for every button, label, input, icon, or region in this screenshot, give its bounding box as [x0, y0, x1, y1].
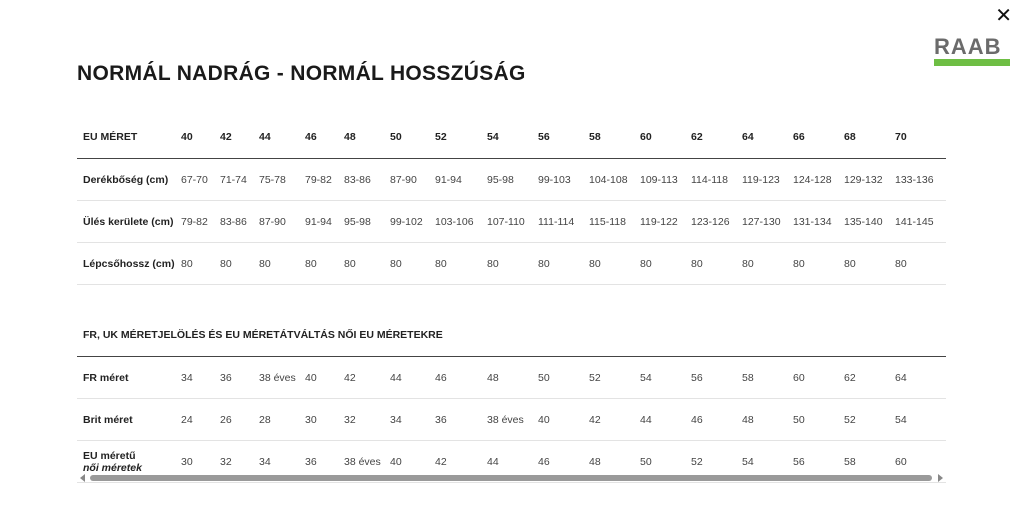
header-label: EU MÉRET [77, 116, 181, 159]
table-cell: 54 [895, 399, 946, 441]
table-cell: 133-136 [895, 159, 946, 201]
header-size: 62 [691, 116, 742, 159]
table-body [77, 159, 946, 285]
table-cell: 119-122 [640, 201, 691, 243]
row-label: Lépcsőhossz (cm) [77, 243, 181, 285]
table-cell: 48 [742, 399, 793, 441]
size-table-container[interactable] [77, 116, 946, 483]
header-size: 42 [220, 116, 259, 159]
table-cell: 83-86 [220, 201, 259, 243]
table-cell: 44 [640, 399, 691, 441]
table-row [77, 243, 946, 285]
table-cell: 32 [220, 441, 259, 483]
table-cell: 127-130 [742, 201, 793, 243]
header-row [77, 116, 946, 159]
table-cell: 80 [344, 243, 390, 285]
table-cell: 87-90 [259, 201, 305, 243]
close-icon[interactable]: ✕ [995, 5, 1012, 27]
table-cell: 26 [220, 399, 259, 441]
table-cell: 99-103 [538, 159, 589, 201]
table-cell: 95-98 [344, 201, 390, 243]
table-cell: 64 [895, 357, 946, 399]
table-cell: 80 [691, 243, 742, 285]
table-cell: 50 [538, 357, 589, 399]
table-cell: 80 [793, 243, 844, 285]
header-size: 46 [305, 116, 344, 159]
table-cell: 62 [844, 357, 895, 399]
table-cell: 56 [793, 441, 844, 483]
table-row [77, 357, 946, 399]
table-cell: 80 [181, 243, 220, 285]
conversion-table-body [77, 357, 946, 483]
row-label: Derékbőség (cm) [77, 159, 181, 201]
table-cell: 87-90 [390, 159, 435, 201]
table-cell: 42 [344, 357, 390, 399]
table-cell: 48 [589, 441, 640, 483]
table-row [77, 201, 946, 243]
table-cell: 46 [435, 357, 487, 399]
table-cell: 34 [390, 399, 435, 441]
table-cell: 58 [742, 357, 793, 399]
header-size: 68 [844, 116, 895, 159]
scroll-right-arrow-icon[interactable] [938, 474, 943, 482]
header-size: 64 [742, 116, 793, 159]
row-label: FR méret [77, 357, 181, 399]
page-title: NORMÁL NADRÁG - NORMÁL HOSSZÚSÁG [77, 62, 526, 85]
table-cell: 103-106 [435, 201, 487, 243]
table-cell: 48 [487, 357, 538, 399]
section-2 [77, 285, 946, 357]
table-cell: 36 [220, 357, 259, 399]
table-cell: 99-102 [390, 201, 435, 243]
table-cell: 30 [181, 441, 220, 483]
header-size: 48 [344, 116, 390, 159]
table-cell: 52 [844, 399, 895, 441]
table-cell: 80 [640, 243, 691, 285]
horizontal-scrollbar[interactable] [77, 474, 946, 482]
table-cell: 80 [589, 243, 640, 285]
table-cell: 80 [487, 243, 538, 285]
table-cell: 83-86 [344, 159, 390, 201]
table-cell: 58 [844, 441, 895, 483]
scrollbar-thumb[interactable] [90, 475, 932, 481]
table-cell: 40 [538, 399, 589, 441]
table-cell: 80 [742, 243, 793, 285]
header-size: 60 [640, 116, 691, 159]
table-cell: 34 [181, 357, 220, 399]
header-size: 66 [793, 116, 844, 159]
table-cell: 38 éves [487, 399, 538, 441]
table-cell: 42 [589, 399, 640, 441]
table-cell: 71-74 [220, 159, 259, 201]
table-cell: 44 [487, 441, 538, 483]
table-cell: 79-82 [181, 201, 220, 243]
table-cell: 129-132 [844, 159, 895, 201]
table-cell: 80 [259, 243, 305, 285]
table-cell: 91-94 [305, 201, 344, 243]
header-size: 50 [390, 116, 435, 159]
table-cell: 34 [259, 441, 305, 483]
table-cell: 40 [390, 441, 435, 483]
table-cell: 135-140 [844, 201, 895, 243]
row-label-sub: női méretek [83, 461, 142, 474]
table-cell: 95-98 [487, 159, 538, 201]
table-cell: 114-118 [691, 159, 742, 201]
logo-tagline-bar [934, 59, 1010, 66]
table-cell: 32 [344, 399, 390, 441]
table-cell: 50 [793, 399, 844, 441]
table-cell: 44 [390, 357, 435, 399]
table-cell: 75-78 [259, 159, 305, 201]
table-cell: 80 [435, 243, 487, 285]
table-cell: 52 [589, 357, 640, 399]
header-size: 44 [259, 116, 305, 159]
table-cell: 119-123 [742, 159, 793, 201]
row-label: Brit méret [77, 399, 181, 441]
header-size: 54 [487, 116, 538, 159]
table-cell: 115-118 [589, 201, 640, 243]
table-cell: 30 [305, 399, 344, 441]
table-cell: 80 [844, 243, 895, 285]
header-size: 52 [435, 116, 487, 159]
header-size: 40 [181, 116, 220, 159]
table-cell: 50 [640, 441, 691, 483]
table-cell: 91-94 [435, 159, 487, 201]
row-label: Ülés kerülete (cm) [77, 201, 181, 243]
table-cell: 36 [305, 441, 344, 483]
table-row [77, 159, 946, 201]
table-cell: 40 [305, 357, 344, 399]
table-cell: 80 [220, 243, 259, 285]
table-cell: 42 [435, 441, 487, 483]
table-row [77, 399, 946, 441]
table-cell: 28 [259, 399, 305, 441]
table-cell: 123-126 [691, 201, 742, 243]
table-cell: 80 [390, 243, 435, 285]
section-2-title: FR, UK MÉRETJELÖLÉS ÉS EU MÉRETÁTVÁLTÁS NŐI EU MÉRETEKRE [77, 315, 946, 357]
scroll-left-arrow-icon[interactable] [80, 474, 85, 482]
table-cell: 80 [895, 243, 946, 285]
table-cell: 54 [640, 357, 691, 399]
header-size: 70 [895, 116, 946, 159]
row-label-main: EU méretű [83, 449, 136, 462]
table-cell: 36 [435, 399, 487, 441]
table-cell: 24 [181, 399, 220, 441]
header-size: 56 [538, 116, 589, 159]
table-cell: 107-110 [487, 201, 538, 243]
table-cell: 104-108 [589, 159, 640, 201]
table-cell: 111-114 [538, 201, 589, 243]
table-cell: 80 [305, 243, 344, 285]
table-cell: 79-82 [305, 159, 344, 201]
table-cell: 38 éves [259, 357, 305, 399]
table-cell: 131-134 [793, 201, 844, 243]
table-cell: 109-113 [640, 159, 691, 201]
header-size: 58 [589, 116, 640, 159]
table-cell: 54 [742, 441, 793, 483]
table-cell: 52 [691, 441, 742, 483]
logo-text: RAAB [934, 34, 1002, 59]
size-table [77, 116, 946, 483]
table-cell: 124-128 [793, 159, 844, 201]
table-cell: 67-70 [181, 159, 220, 201]
table-cell: 46 [691, 399, 742, 441]
table-cell: 46 [538, 441, 589, 483]
table-header [77, 116, 946, 159]
table-cell: 141-145 [895, 201, 946, 243]
table-cell: 38 éves [344, 441, 390, 483]
table-cell: 60 [895, 441, 946, 483]
table-cell: 80 [538, 243, 589, 285]
brand-logo [934, 36, 1010, 66]
table-cell: 60 [793, 357, 844, 399]
table-cell: 56 [691, 357, 742, 399]
